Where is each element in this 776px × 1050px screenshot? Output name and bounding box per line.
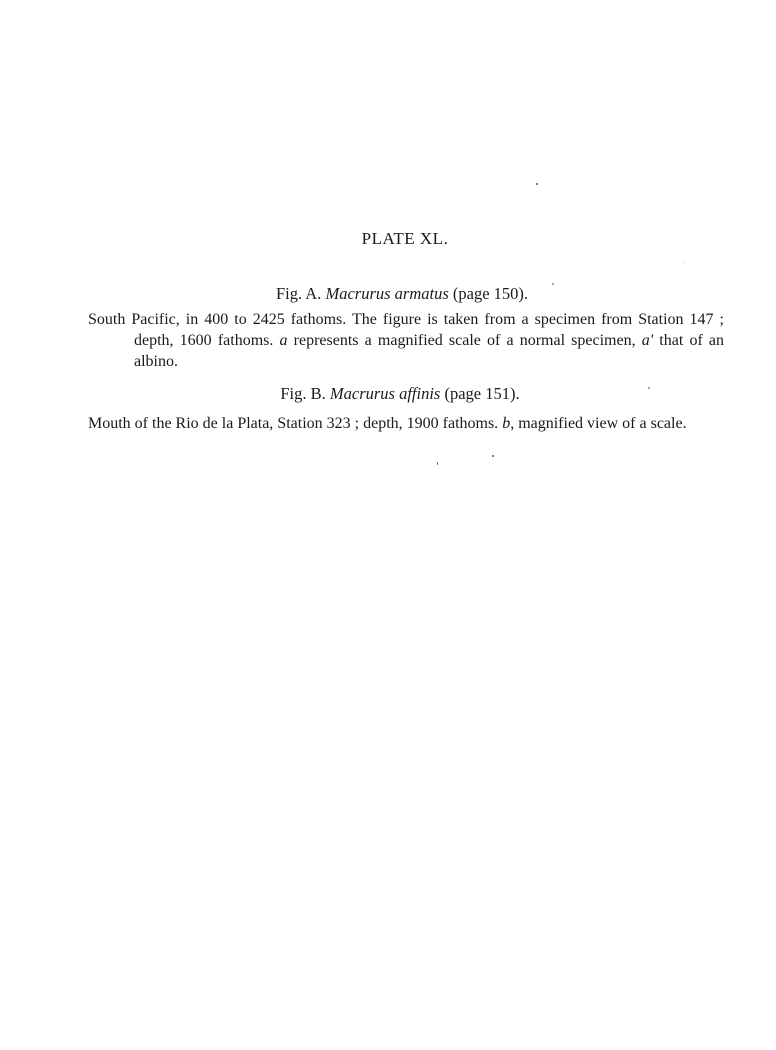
figure-b-label: Fig. B. xyxy=(280,384,326,403)
scan-speck xyxy=(648,387,650,389)
figure-b-page-ref: (page 151). xyxy=(444,384,520,403)
caption-text: Mouth of the Rio de la Plata, Station 323 ; depth, 1900 fathoms. xyxy=(88,415,503,432)
scan-speck xyxy=(536,183,538,185)
figure-a-heading xyxy=(14,284,776,304)
figure-b-species: Macrurus affinis xyxy=(329,384,441,403)
figure-a-label: Fig. A. xyxy=(275,284,322,303)
figure-b-heading xyxy=(12,384,776,404)
caption-text: South Pacific, in 400 to 2425 fathoms. The figure is taken from a specimen from Station 147 ; depth, 1600 fathoms. xyxy=(88,311,724,349)
figure-b-caption xyxy=(88,413,724,434)
figure-a-caption xyxy=(88,309,724,372)
caption-text: that of an albino. xyxy=(134,332,725,370)
caption-text: represents a magnified scale of a normal specimen, xyxy=(287,332,642,349)
figure-a-page-ref: (page 150). xyxy=(452,284,529,303)
caption-text: , magnified view of a scale. xyxy=(510,415,687,432)
figure-a-species: Macrurus armatus xyxy=(325,284,449,303)
scan-speck xyxy=(552,283,554,285)
scan-speck xyxy=(437,462,438,465)
plate-title: PLATE XL. xyxy=(361,229,449,248)
scan-speck xyxy=(684,262,685,263)
caption-symbol: b xyxy=(502,415,511,432)
caption-symbol: a xyxy=(279,332,288,349)
scan-speck xyxy=(492,455,494,457)
caption-symbol: a' xyxy=(641,332,654,349)
